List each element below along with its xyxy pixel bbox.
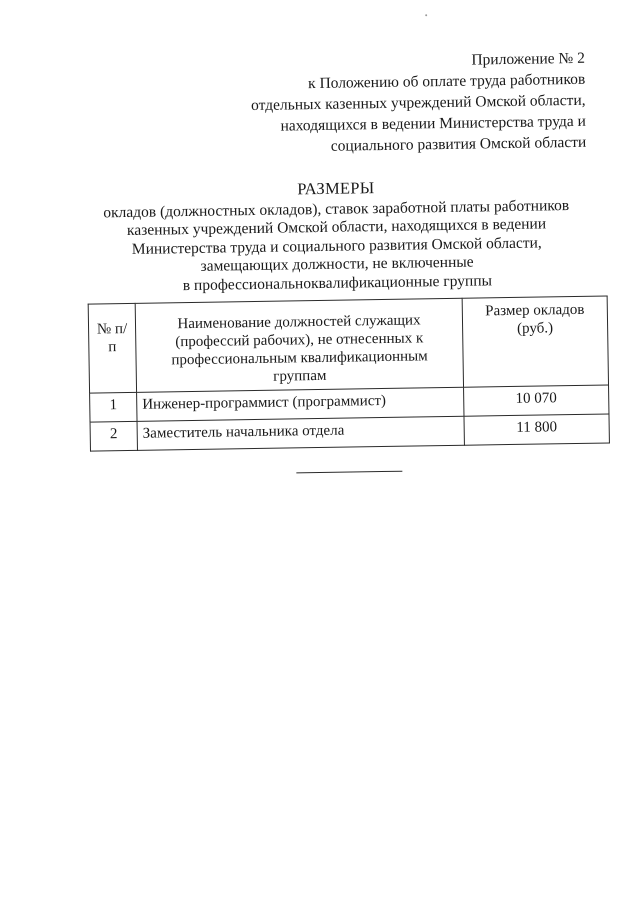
heading-line: казенных учреждений Омской области, находящихся в ведении (126, 215, 547, 240)
table-header-row (88, 296, 608, 393)
appendix-line: отдельных казенных учреждений Омской области, (250, 91, 586, 115)
heading-line: Министерства труда и социального развития Омской области, (131, 233, 542, 258)
salary-table (88, 295, 610, 451)
row-position-name: Инженер-программист (программист) (137, 387, 464, 421)
row-position-name: Заместитель начальника отдела (137, 416, 464, 450)
document-heading (86, 176, 588, 297)
header-position-name: Наименование должностей служащих (профессий рабочих), не отнесенных к профессиональным квалификационным группам (135, 298, 463, 392)
scan-speck (425, 14, 427, 16)
row-number: 1 (90, 392, 137, 422)
row-number: 2 (90, 421, 137, 451)
header-salary-size: Размер окладов (руб.) (462, 296, 608, 387)
heading-line: окладов (должностных окладов), ставок заработной платы работников (103, 196, 570, 221)
closing-rule (296, 471, 402, 474)
appendix-number: Приложение № 2 (471, 49, 586, 69)
appendix-line: к Положению об оплате труда работников (307, 70, 586, 93)
row-salary-size: 10 070 (464, 385, 609, 416)
appendix-block (205, 48, 587, 159)
heading-line: замещающих должности, не включенные (200, 253, 474, 275)
row-salary-size: 11 800 (464, 414, 609, 445)
appendix-line: социального развития Омской области (330, 133, 587, 155)
heading-line: в профессиональноквалификационные группы (182, 271, 493, 294)
heading-title: РАЗМЕРЫ (297, 178, 375, 199)
header-number: № п/п (88, 303, 136, 393)
appendix-line: находящихся в ведении Министерства труда и (280, 112, 587, 135)
